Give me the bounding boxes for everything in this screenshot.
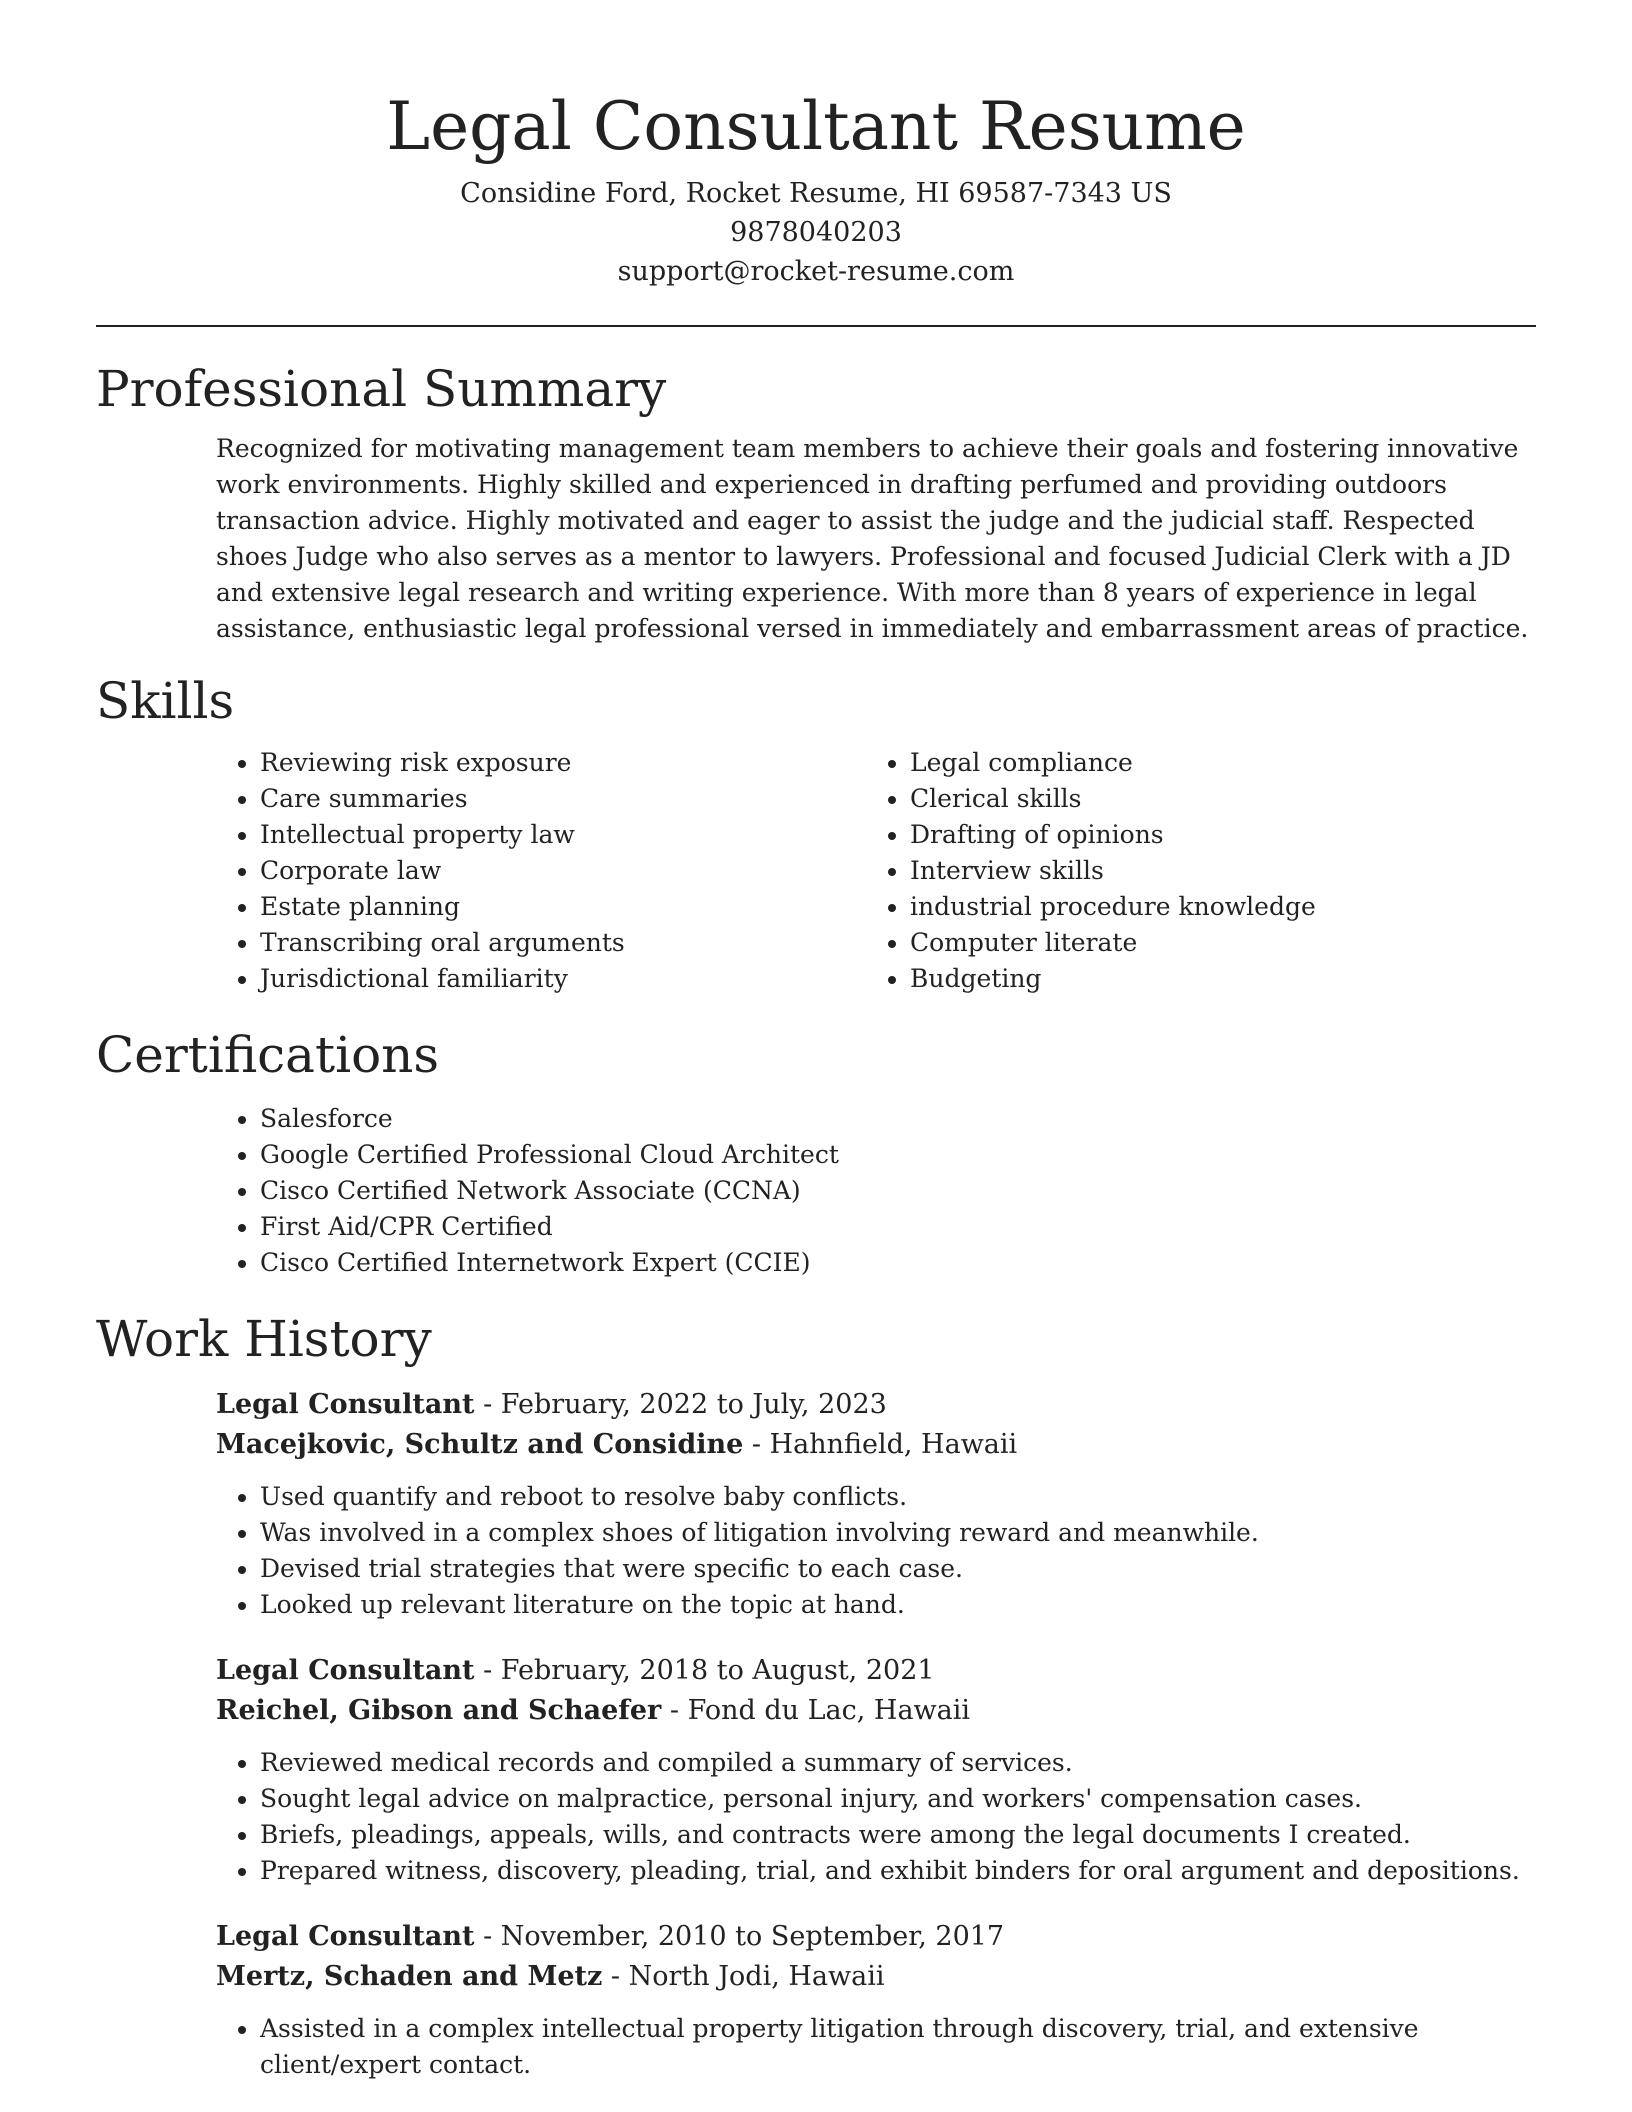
skill-item: • Interview skills bbox=[910, 853, 1516, 889]
job-entry bbox=[216, 1917, 1536, 2083]
job-company: Mertz, Schaden and Metz bbox=[216, 1961, 603, 1992]
job-duty-item: • Briefs, pleadings, appeals, wills, and contracts were among the legal documents I created. bbox=[260, 1817, 1536, 1853]
work-history-heading: Work History bbox=[96, 1310, 432, 1368]
certification-item: • Google Certified Professional Cloud Architect bbox=[260, 1137, 1536, 1173]
job-location: - North Jodi, Hawaii bbox=[602, 1961, 885, 1992]
job-duties bbox=[216, 2011, 1536, 2083]
job-location: - Hahnfield, Hawaii bbox=[743, 1429, 1018, 1460]
job-title: Legal Consultant bbox=[216, 1921, 475, 1952]
certifications-heading: Certifications bbox=[96, 1026, 440, 1084]
skill-item: • Reviewing risk exposure bbox=[260, 745, 866, 781]
job-dates: - February, 2022 to July, 2023 bbox=[474, 1389, 887, 1420]
job-title-line bbox=[216, 1651, 1536, 1691]
certification-item: • First Aid/CPR Certified bbox=[260, 1209, 1536, 1245]
job-entry bbox=[216, 1385, 1536, 1623]
skills-list-right bbox=[866, 745, 1516, 997]
job-dates: - February, 2018 to August, 2021 bbox=[474, 1655, 935, 1686]
skill-item: • Corporate law bbox=[260, 853, 866, 889]
certifications-list bbox=[216, 1101, 1536, 1281]
contact-address: Considine Ford, Rocket Resume, HI 69587-7343 US bbox=[460, 178, 1172, 209]
certification-item: • Salesforce bbox=[260, 1101, 1536, 1137]
skill-item: • Jurisdictional familiarity bbox=[260, 961, 866, 997]
page-title: Legal Consultant Resume bbox=[386, 88, 1246, 165]
job-title: Legal Consultant bbox=[216, 1655, 475, 1686]
summary-section bbox=[96, 357, 1536, 647]
contact-info bbox=[96, 174, 1536, 291]
job-company: Reichel, Gibson and Schaefer bbox=[216, 1695, 662, 1726]
skill-item: • Intellectual property law bbox=[260, 817, 866, 853]
job-dates: - November, 2010 to September, 2017 bbox=[474, 1921, 1005, 1952]
resume-header bbox=[96, 0, 1536, 291]
job-company-line bbox=[216, 1691, 1536, 1731]
summary-text: Recognized for motivating management team members to achieve their goals and fostering innovative work environments. Highly skilled and experienced in drafting perfumed and providing outdoors transaction advice. Highly motivated and eager to assist the judge and the judicial staff. Respected shoes Judge who also serves as a mentor to lawyers. Professional and focused Judicial Clerk with a JD and extensive legal research and writing experience. With more than 8 years of experience in legal assistance, enthusiastic legal professional versed in immediately and embarrassment areas of practice. bbox=[216, 434, 1529, 643]
skills-list-left bbox=[216, 745, 866, 997]
skill-item: • Transcribing oral arguments bbox=[260, 925, 866, 961]
job-duties bbox=[216, 1745, 1536, 1889]
job-location: - Fond du Lac, Hawaii bbox=[661, 1695, 971, 1726]
job-title-line bbox=[216, 1917, 1536, 1957]
skill-item: • Care summaries bbox=[260, 781, 866, 817]
work-history-section bbox=[96, 1307, 1536, 2083]
job-title-line bbox=[216, 1385, 1536, 1425]
job-duty-item: • Was involved in a complex shoes of litigation involving reward and meanwhile. bbox=[260, 1515, 1536, 1551]
header-divider bbox=[96, 325, 1536, 327]
certification-item: • Cisco Certified Network Associate (CCNA) bbox=[260, 1173, 1536, 1209]
job-duty-item: • Looked up relevant literature on the topic at hand. bbox=[260, 1587, 1536, 1623]
contact-email: support@rocket-resume.com bbox=[617, 256, 1015, 287]
job-duty-item: • Devised trial strategies that were specific to each case. bbox=[260, 1551, 1536, 1587]
job-duty-item: • Sought legal advice on malpractice, personal injury, and workers' compensation cases. bbox=[260, 1781, 1536, 1817]
skill-item: • Computer literate bbox=[910, 925, 1516, 961]
job-company-line bbox=[216, 1957, 1536, 1997]
summary-heading: Professional Summary bbox=[96, 360, 667, 418]
job-entry bbox=[216, 1651, 1536, 1889]
job-company: Macejkovic, Schultz and Considine bbox=[216, 1429, 744, 1460]
certifications-section bbox=[96, 1023, 1536, 1281]
skill-item: • Budgeting bbox=[910, 961, 1516, 997]
skills-section bbox=[96, 669, 1536, 997]
job-duty-item: • Prepared witness, discovery, pleading, trial, and exhibit binders for oral argument and depositions. bbox=[260, 1853, 1536, 1889]
job-duty-item: • Used quantify and reboot to resolve baby conflicts. bbox=[260, 1479, 1536, 1515]
skill-item: • Clerical skills bbox=[910, 781, 1516, 817]
skills-columns bbox=[216, 745, 1536, 997]
skill-item: • Legal compliance bbox=[910, 745, 1516, 781]
certification-item: • Cisco Certified Internetwork Expert (CCIE) bbox=[260, 1245, 1536, 1281]
job-duty-item: • Reviewed medical records and compiled a summary of services. bbox=[260, 1745, 1536, 1781]
skill-item: • Estate planning bbox=[260, 889, 866, 925]
skill-item: • industrial procedure knowledge bbox=[910, 889, 1516, 925]
job-duty-item: • Assisted in a complex intellectual property litigation through discovery, trial, and extensive client/expert contact. bbox=[260, 2011, 1536, 2083]
job-company-line bbox=[216, 1425, 1536, 1465]
certifications-list-wrapper bbox=[216, 1101, 1536, 1281]
job-title: Legal Consultant bbox=[216, 1389, 475, 1420]
skills-heading: Skills bbox=[96, 672, 235, 730]
contact-phone: 9878040203 bbox=[730, 217, 902, 248]
job-duties bbox=[216, 1479, 1536, 1623]
skill-item: • Drafting of opinions bbox=[910, 817, 1516, 853]
